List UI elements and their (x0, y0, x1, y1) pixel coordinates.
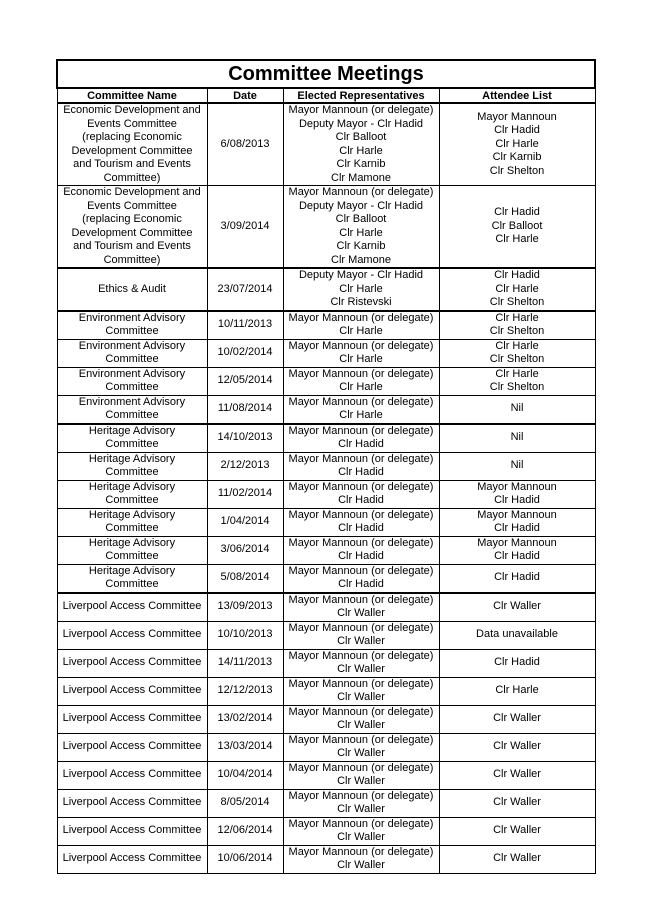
table-row (57, 564, 595, 593)
column-header-attendee-list: Attendee List (439, 88, 595, 103)
representative-entry: Clr Waller (337, 831, 385, 843)
attendee-list-cell (439, 268, 595, 311)
attendee-entry: Clr Hadid (494, 522, 540, 534)
attendee-entry: Clr Shelton (489, 381, 545, 393)
representative-entry: Mayor Mannoun (or delegate) (288, 564, 434, 577)
committee-name-cell: Economic Development and Events Committee (replacing Economic Development Committee and Tourism and Events Committee) (57, 103, 207, 186)
date-cell: 14/10/2013 (207, 424, 283, 453)
date-cell: 3/06/2014 (207, 536, 283, 564)
attendee-entry: Clr Waller (493, 852, 541, 865)
committee-name-cell: Heritage Advisory Committee (57, 508, 207, 536)
elected-representatives-cell (283, 817, 439, 845)
attendee-entry: Clr Harle (495, 282, 539, 295)
representative-entry: Mayor Mannoun (or delegate) (288, 339, 434, 352)
representative-entry: Mayor Mannoun (or delegate) (288, 104, 434, 116)
elected-representatives-cell (283, 311, 439, 340)
attendee-entry: Clr Hadid (494, 550, 540, 562)
elected-representatives-cell (283, 649, 439, 677)
committee-name-cell: Environment Advisory Committee (57, 367, 207, 395)
attendee-entry: Clr Waller (493, 768, 541, 781)
representative-entry: Mayor Mannoun (or delegate) (288, 817, 434, 830)
representative-entry: Mayor Mannoun (or delegate) (288, 508, 434, 521)
representative-entry: Mayor Mannoun (or delegate) (288, 593, 434, 606)
date-cell: 12/12/2013 (207, 677, 283, 705)
elected-representatives-cell (283, 593, 439, 622)
representative-entry: Clr Hadid (338, 494, 384, 506)
attendee-list-cell (439, 395, 595, 424)
table-row (57, 424, 595, 453)
committee-name-cell: Liverpool Access Committee (57, 705, 207, 733)
attendee-list-cell (439, 593, 595, 622)
committee-name-cell: Heritage Advisory Committee (57, 424, 207, 453)
attendee-list-cell (439, 733, 595, 761)
representative-entry: Mayor Mannoun (or delegate) (288, 452, 434, 465)
representative-entry: Clr Harle (339, 409, 383, 421)
attendee-entry: Clr Balloot (491, 219, 543, 232)
date-cell: 3/09/2014 (207, 186, 283, 269)
committee-name-cell: Heritage Advisory Committee (57, 452, 207, 480)
representative-entry: Clr Hadid (338, 438, 384, 450)
representative-entry: Clr Harle (339, 381, 383, 393)
committee-name-cell: Liverpool Access Committee (57, 621, 207, 649)
table-row (57, 733, 595, 761)
table-row (57, 395, 595, 424)
table-row (57, 339, 595, 367)
representative-entry: Clr Harle (339, 226, 383, 239)
committee-name-cell: Liverpool Access Committee (57, 845, 207, 873)
attendee-list-cell (439, 480, 595, 508)
elected-representatives-cell (283, 536, 439, 564)
representative-entry: Clr Harle (339, 325, 383, 337)
attendee-entry: Clr Hadid (494, 494, 540, 506)
date-cell: 6/08/2013 (207, 103, 283, 186)
representative-entry: Mayor Mannoun (or delegate) (288, 761, 434, 774)
representative-entry: Clr Hadid (338, 550, 384, 562)
date-cell: 23/07/2014 (207, 268, 283, 311)
date-cell: 12/05/2014 (207, 367, 283, 395)
representative-entry: Clr Waller (337, 719, 385, 731)
attendee-entry: Mayor Mannoun (477, 508, 557, 521)
elected-representatives-cell (283, 621, 439, 649)
representative-entry: Clr Hadid (338, 578, 384, 590)
attendee-entry: Clr Waller (493, 824, 541, 837)
attendee-entry: Mayor Mannoun (477, 536, 557, 549)
attendee-entry: Clr Hadid (494, 124, 540, 137)
attendee-list-cell (439, 705, 595, 733)
attendee-list-cell (439, 103, 595, 186)
representative-entry: Clr Harle (339, 144, 383, 157)
elected-representatives-cell (283, 564, 439, 593)
representative-entry: Mayor Mannoun (or delegate) (288, 424, 434, 437)
attendee-list-cell (439, 761, 595, 789)
date-cell: 1/04/2014 (207, 508, 283, 536)
table-row (57, 536, 595, 564)
attendee-list-cell (439, 186, 595, 269)
elected-representatives-cell (283, 339, 439, 367)
representative-entry: Clr Balloot (335, 213, 387, 225)
representative-entry: Clr Waller (337, 775, 385, 787)
committee-name-cell: Liverpool Access Committee (57, 789, 207, 817)
attendee-entry: Clr Shelton (489, 164, 545, 177)
attendee-entry: Clr Harle (495, 684, 539, 697)
attendee-entry: Clr Shelton (489, 353, 545, 365)
table-header-row (57, 88, 595, 103)
attendee-entry: Data unavailable (476, 628, 558, 641)
table-row (57, 621, 595, 649)
date-cell: 5/08/2014 (207, 564, 283, 593)
elected-representatives-cell (283, 480, 439, 508)
attendee-entry: Clr Hadid (494, 571, 540, 584)
attendee-list-cell (439, 311, 595, 340)
committee-name-cell: Liverpool Access Committee (57, 649, 207, 677)
attendee-list-cell (439, 564, 595, 593)
column-header-date: Date (207, 88, 283, 103)
attendee-list-cell (439, 817, 595, 845)
table-row (57, 311, 595, 340)
attendee-list-cell (439, 339, 595, 367)
elected-representatives-cell (283, 508, 439, 536)
committee-name-cell: Liverpool Access Committee (57, 761, 207, 789)
elected-representatives-cell (283, 395, 439, 424)
representative-entry: Clr Hadid (338, 466, 384, 478)
representative-entry: Clr Hadid (338, 522, 384, 534)
table-row (57, 268, 595, 311)
representative-entry: Clr Waller (337, 635, 385, 647)
representative-entry: Mayor Mannoun (or delegate) (288, 367, 434, 380)
date-cell: 10/02/2014 (207, 339, 283, 367)
table-row (57, 452, 595, 480)
elected-representatives-cell (283, 186, 439, 269)
representative-entry: Clr Waller (337, 607, 385, 619)
attendee-entry: Nil (510, 402, 524, 415)
elected-representatives-cell (283, 268, 439, 311)
table-row (57, 845, 595, 873)
attendee-entry: Clr Hadid (494, 206, 540, 219)
representative-entry: Mayor Mannoun (or delegate) (288, 733, 434, 746)
committee-meetings-sheet (56, 59, 594, 874)
attendee-list-cell (439, 845, 595, 873)
date-cell: 13/03/2014 (207, 733, 283, 761)
elected-representatives-cell (283, 424, 439, 453)
elected-representatives-cell (283, 789, 439, 817)
attendee-entry: Clr Waller (493, 600, 541, 613)
representative-entry: Mayor Mannoun (or delegate) (288, 677, 434, 690)
attendee-entry: Clr Harle (495, 339, 539, 352)
representative-entry: Clr Mamone (331, 253, 391, 266)
table-row (57, 593, 595, 622)
attendee-entry: Clr Harle (495, 233, 539, 246)
date-cell: 14/11/2013 (207, 649, 283, 677)
representative-entry: Clr Waller (337, 691, 385, 703)
representative-entry: Clr Waller (337, 859, 385, 871)
table-row (57, 649, 595, 677)
attendee-entry: Clr Hadid (494, 269, 540, 281)
attendee-entry: Clr Shelton (489, 296, 545, 308)
representative-entry: Clr Karnib (336, 240, 386, 252)
committee-name-cell: Liverpool Access Committee (57, 817, 207, 845)
committee-meetings-table (56, 59, 596, 874)
representative-entry: Mayor Mannoun (or delegate) (288, 480, 434, 493)
attendee-entry: Clr Hadid (494, 656, 540, 669)
representative-entry: Mayor Mannoun (or delegate) (288, 621, 434, 634)
committee-name-cell: Ethics & Audit (57, 268, 207, 311)
elected-representatives-cell (283, 103, 439, 186)
attendee-list-cell (439, 452, 595, 480)
committee-name-cell: Liverpool Access Committee (57, 593, 207, 622)
representative-entry: Mayor Mannoun (or delegate) (288, 395, 434, 408)
table-row (57, 789, 595, 817)
representative-entry: Mayor Mannoun (or delegate) (288, 789, 434, 802)
representative-entry: Mayor Mannoun (or delegate) (288, 311, 434, 324)
attendee-list-cell (439, 508, 595, 536)
page-title: Committee Meetings (57, 60, 595, 88)
elected-representatives-cell (283, 452, 439, 480)
date-cell: 10/04/2014 (207, 761, 283, 789)
representative-entry: Clr Mamone (331, 171, 391, 184)
attendee-entry: Clr Waller (493, 740, 541, 753)
representative-entry: Clr Waller (337, 803, 385, 815)
committee-name-cell: Environment Advisory Committee (57, 395, 207, 424)
representative-entry: Clr Balloot (335, 131, 387, 143)
attendee-entry: Clr Harle (495, 367, 539, 380)
table-row (57, 817, 595, 845)
representative-entry: Clr Harle (339, 353, 383, 365)
elected-representatives-cell (283, 367, 439, 395)
representative-entry: Mayor Mannoun (or delegate) (288, 186, 434, 198)
elected-representatives-cell (283, 845, 439, 873)
column-header-committee-name: Committee Name (57, 88, 207, 103)
attendee-list-cell (439, 424, 595, 453)
attendee-entry: Clr Waller (493, 796, 541, 809)
date-cell: 2/12/2013 (207, 452, 283, 480)
attendee-list-cell (439, 649, 595, 677)
date-cell: 12/06/2014 (207, 817, 283, 845)
table-row (57, 480, 595, 508)
committee-name-cell: Heritage Advisory Committee (57, 564, 207, 593)
attendee-entry: Clr Waller (493, 712, 541, 725)
committee-name-cell: Economic Development and Events Committee (replacing Economic Development Committee and Tourism and Events Committee) (57, 186, 207, 269)
elected-representatives-cell (283, 677, 439, 705)
attendee-list-cell (439, 677, 595, 705)
column-header-elected-representatives: Elected Representatives (283, 88, 439, 103)
date-cell: 13/02/2014 (207, 705, 283, 733)
committee-name-cell: Liverpool Access Committee (57, 733, 207, 761)
attendee-entry: Nil (510, 431, 524, 444)
representative-entry: Mayor Mannoun (or delegate) (288, 845, 434, 858)
elected-representatives-cell (283, 761, 439, 789)
attendee-entry: Mayor Mannoun (477, 480, 557, 493)
representative-entry: Mayor Mannoun (or delegate) (288, 649, 434, 662)
date-cell: 10/10/2013 (207, 621, 283, 649)
table-row (57, 367, 595, 395)
representative-entry: Mayor Mannoun (or delegate) (288, 536, 434, 549)
attendee-entry: Clr Harle (495, 311, 539, 324)
representative-entry: Clr Karnib (336, 158, 386, 170)
table-row (57, 705, 595, 733)
committee-name-cell: Heritage Advisory Committee (57, 536, 207, 564)
attendee-entry: Clr Shelton (489, 325, 545, 337)
date-cell: 8/05/2014 (207, 789, 283, 817)
attendee-entry: Mayor Mannoun (477, 110, 557, 123)
table-row (57, 677, 595, 705)
date-cell: 13/09/2013 (207, 593, 283, 622)
date-cell: 10/11/2013 (207, 311, 283, 340)
elected-representatives-cell (283, 705, 439, 733)
table-row (57, 186, 595, 269)
table-row (57, 761, 595, 789)
representative-entry: Deputy Mayor - Clr Hadid (298, 269, 424, 281)
attendee-entry: Clr Harle (495, 137, 539, 150)
representative-entry: Clr Waller (337, 663, 385, 675)
attendee-list-cell (439, 621, 595, 649)
attendee-entry: Clr Karnib (492, 151, 542, 164)
representative-entry: Clr Harle (339, 282, 383, 295)
representative-entry: Clr Waller (337, 747, 385, 759)
attendee-list-cell (439, 367, 595, 395)
representative-entry: Clr Ristevski (330, 296, 392, 308)
representative-entry: Deputy Mayor - Clr Hadid (298, 199, 424, 212)
table-row (57, 508, 595, 536)
table-row (57, 103, 595, 186)
attendee-list-cell (439, 789, 595, 817)
date-cell: 11/08/2014 (207, 395, 283, 424)
date-cell: 11/02/2014 (207, 480, 283, 508)
committee-name-cell: Environment Advisory Committee (57, 311, 207, 340)
attendee-list-cell (439, 536, 595, 564)
committee-name-cell: Heritage Advisory Committee (57, 480, 207, 508)
representative-entry: Mayor Mannoun (or delegate) (288, 705, 434, 718)
committee-name-cell: Environment Advisory Committee (57, 339, 207, 367)
representative-entry: Deputy Mayor - Clr Hadid (298, 117, 424, 130)
committee-name-cell: Liverpool Access Committee (57, 677, 207, 705)
attendee-entry: Nil (510, 459, 524, 472)
date-cell: 10/06/2014 (207, 845, 283, 873)
elected-representatives-cell (283, 733, 439, 761)
